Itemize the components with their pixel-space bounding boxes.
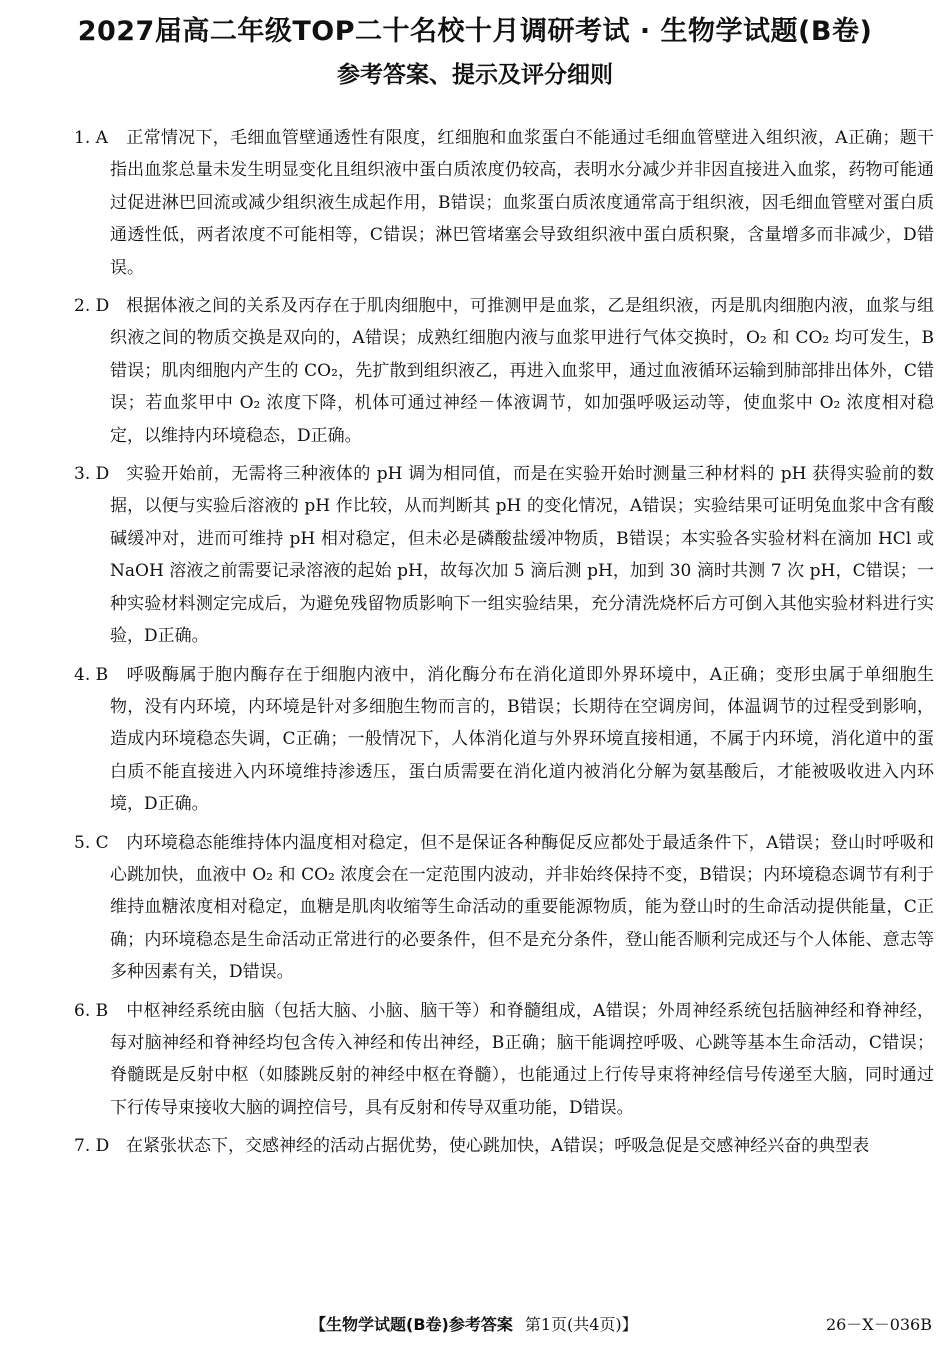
answer-item-4 (74, 659, 934, 821)
answer-number: 7. D (74, 1136, 110, 1157)
footer-title: 【生物学试题(B卷)参考答案 (310, 1315, 513, 1334)
answer-number: 4. B (74, 664, 109, 685)
page-subtitle: 参考答案、提示及评分细则 (337, 62, 613, 88)
footer-label (310, 1310, 638, 1340)
answer-explanation: 呼吸酶属于胞内酶存在于细胞内液中，消化酶分布在消化道即外界环境中，A正确；变形虫属于单细胞生物，没有内环境，内环境是针对多细胞生物而言的，B错误；长期待在空调房间，体温调节的过程受到影响，造成内环境稳态失调，C正确；一般情况下，人体消化道与外界环境直接相通，不属于内环境，消化道中的蛋白质不能直接进入内环境维持渗透压，蛋白质需要在消化道内被消化分解为氨基酸后，才能被吸收进入内环境，D正确。 (110, 664, 934, 815)
page-number: 第1页(共4页)】 (524, 1315, 638, 1334)
answer-number: 6. B (74, 1000, 109, 1021)
answer-number: 5. C (74, 832, 109, 853)
page-header (0, 14, 950, 92)
answer-list (74, 122, 934, 1163)
answer-explanation: 中枢神经系统由脑（包括大脑、小脑、脑干等）和脊髓组成，A错误；外周神经系统包括脑神经和脊神经，每对脑神经和脊神经均包含传入神经和传出神经，B正确；脑干能调控呼吸、心跳等基本生命活动，C错误；脊髓既是反射中枢（如膝跳反射的神经中枢在脊髓），也能通过上行传导束将神经信号传递至大脑，同时通过下行传导束接收大脑的调控信号，具有反射和传导双重功能，D错误。 (110, 1000, 934, 1118)
answer-item-5 (74, 827, 934, 989)
answer-number: 1. A (74, 128, 108, 148)
answer-item-2 (74, 290, 934, 452)
answer-explanation: 实验开始前，无需将三种液体的 pH 调为相同值，而是在实验开始时测量三种材料的 pH 获得实验前的数据，以便与实验后溶液的 pH 作比较，从而判断其 pH 的变化情况，A错误；实验结果可证明兔血浆中含有酸碱缓冲对，进而可维持 pH 相对稳定，但未必是磷酸盐缓冲物质，B错误；本实验各实验材料在滴加 HCl 或 NaOH 溶液之前需要记录溶液的起始 pH，故每次加 5 滴后测 pH，加到 30 滴时共测 7 次 pH，C错误；一种实验材料测定完成后，为避免残留物质影响下一组实验结果，充分清洗烧杯后方可倒入其他实验材料进行实验，D正确。 (110, 464, 934, 647)
answer-explanation: 内环境稳态能维持体内温度相对稳定，但不是保证各种酶促反应都处于最适条件下，A错误；登山时呼吸和心跳加快，血液中 O₂ 和 CO₂ 浓度会在一定范围内波动，并非始终保持不变，B错误；内环境稳态调节有利于维持血糖浓度相对稳定，血糖是肌肉收缩等生命活动的重要能源物质，能为登山时的生命活动提供能量，C正确；内环境稳态是生命活动正常进行的必要条件，但不是充分条件，登山能否顺利完成还与个人体能、意志等多种因素有关，D错误。 (110, 832, 934, 983)
answer-item-1 (74, 122, 934, 284)
answer-number: 3. D (74, 464, 110, 485)
answer-item-3 (74, 458, 934, 652)
page-footer (0, 1310, 950, 1340)
answer-explanation: 正常情况下，毛细血管壁通透性有限度，红细胞和血浆蛋白不能通过毛细血管壁进入组织液，A正确；题干指出血浆总量未发生明显变化且组织液中蛋白质浓度仍较高，表明水分减少并非因直接进入血浆，药物可能通过促进淋巴回流或减少组织液生成起作用，B错误；血浆蛋白质浓度通常高于组织液，因毛细血管壁对蛋白质通透性低，两者浓度不可能相等，C错误；淋巴管堵塞会导致组织液中蛋白质积聚，含量增多而非减少，D错误。 (110, 128, 934, 278)
answer-explanation: 根据体液之间的关系及丙存在于肌肉细胞中，可推测甲是血浆，乙是组织液，丙是肌肉细胞内液，血浆与组织液之间的物质交换是双向的，A错误；成熟红细胞内液与血浆甲进行气体交换时，O₂ 和 CO₂ 均可发生，B错误；肌肉细胞内产生的 CO₂，先扩散到组织液乙，再进入血浆甲，通过血液循环运输到肺部排出体外，C错误；若血浆甲中 O₂ 浓度下降，机体可通过神经－体液调节，如加强呼吸运动等，使血浆中 O₂ 浓度相对稳定，以维持内环境稳态，D正确。 (110, 296, 934, 446)
answer-item-7 (74, 1130, 934, 1162)
document-code: 26－X－036B (825, 1315, 932, 1334)
page-title: 2027届高二年级TOP二十名校十月调研考试 · 生物学试题(B卷) (77, 16, 873, 47)
answer-item-6 (74, 995, 934, 1125)
answer-number: 2. D (74, 296, 110, 317)
answer-explanation: 在紧张状态下，交感神经的活动占据优势，使心跳加快，A错误；呼吸急促是交感神经兴奋的典型表 (126, 1136, 870, 1157)
